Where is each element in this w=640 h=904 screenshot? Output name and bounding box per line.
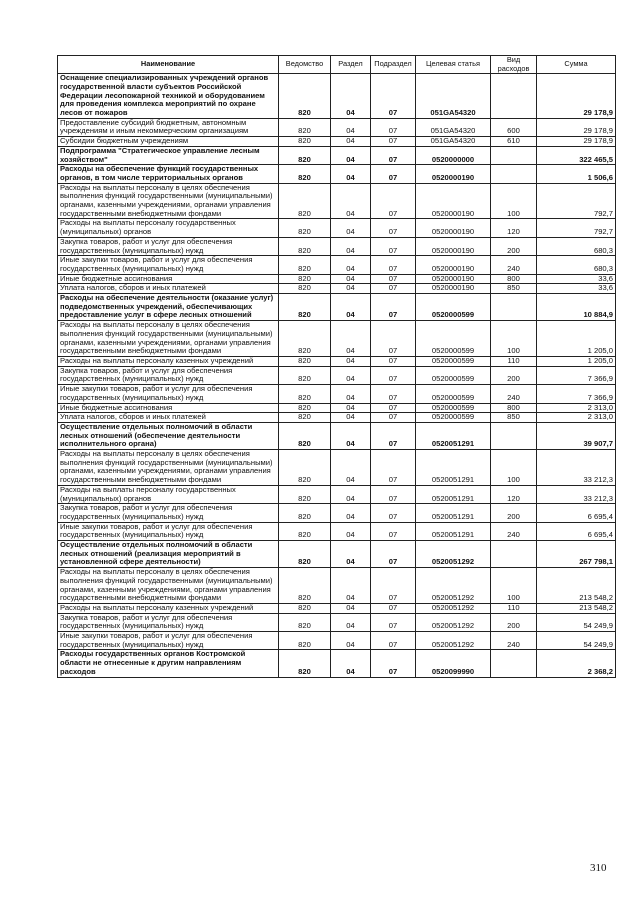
cell-dept: 820 [279,541,331,568]
cell-section: 04 [331,146,371,164]
header-section: Раздел [331,56,371,74]
cell-subsection: 07 [371,450,416,486]
cell-dept: 820 [279,256,331,274]
cell-section: 04 [331,74,371,119]
table-row [58,650,616,677]
cell-dept: 820 [279,74,331,119]
cell-subsection: 07 [371,650,416,677]
cell-target: 0520051292 [416,613,491,631]
cell-dept: 820 [279,219,331,237]
cell-target: 0520051291 [416,450,491,486]
budget-table [57,55,616,678]
table-row [58,385,616,403]
cell-section: 04 [331,137,371,147]
cell-target: 0520000599 [416,413,491,423]
cell-target: 0520000599 [416,294,491,321]
cell-name: Расходы на выплаты персоналу в целях обеспечения выполнения функций государственными (муниципальными) органами, казенными учреждениями, органами управления государственными внебюджетными фондами [58,321,279,357]
cell-subsection: 07 [371,366,416,384]
cell-name: Закупка товаров, работ и услуг для обеспечения государственных (муниципальных) нужд [58,504,279,522]
cell-section: 04 [331,366,371,384]
cell-name: Предоставление субсидий бюджетным, автономным учреждениям и иным некоммерческим организациям [58,118,279,136]
cell-target: 0520000599 [416,321,491,357]
cell-exptype: 100 [491,568,537,604]
cell-sum: 33 212,3 [537,450,616,486]
cell-exptype: 200 [491,504,537,522]
cell-subsection: 07 [371,183,416,219]
cell-name: Расходы на обеспечение деятельности (оказание услуг) подведомственных учреждений, обеспечивающих предоставление услуг в сфере лесных отношений [58,294,279,321]
cell-name: Расходы на выплаты персоналу в целях обеспечения выполнения функций государственными (муниципальными) органами, казенными учреждениями, органами управления государственными внебюджетными фондами [58,183,279,219]
cell-dept: 820 [279,146,331,164]
cell-target: 0520051292 [416,568,491,604]
cell-exptype: 800 [491,274,537,284]
cell-dept: 820 [279,504,331,522]
cell-subsection: 07 [371,284,416,294]
cell-target: 051GA54320 [416,137,491,147]
cell-section: 04 [331,568,371,604]
cell-section: 04 [331,321,371,357]
cell-exptype: 800 [491,403,537,413]
cell-subsection: 07 [371,146,416,164]
cell-exptype: 120 [491,485,537,503]
cell-dept: 820 [279,274,331,284]
table-row [58,219,616,237]
cell-exptype: 600 [491,118,537,136]
cell-sum: 1 205,0 [537,321,616,357]
table-row [58,603,616,613]
cell-name: Расходы на выплаты персоналу казенных учреждений [58,603,279,613]
cell-sum: 1 506,6 [537,165,616,183]
cell-section: 04 [331,403,371,413]
cell-subsection: 07 [371,413,416,423]
cell-dept: 820 [279,422,331,449]
cell-section: 04 [331,613,371,631]
cell-section: 04 [331,504,371,522]
cell-sum: 7 366,9 [537,385,616,403]
cell-section: 04 [331,183,371,219]
cell-target: 0520000190 [416,237,491,255]
cell-dept: 820 [279,522,331,540]
table-body [58,74,616,677]
cell-exptype: 200 [491,366,537,384]
cell-target: 051GA54320 [416,118,491,136]
cell-dept: 820 [279,366,331,384]
cell-dept: 820 [279,613,331,631]
cell-subsection: 07 [371,632,416,650]
cell-section: 04 [331,413,371,423]
cell-exptype: 850 [491,413,537,423]
cell-name: Иные закупки товаров, работ и услуг для обеспечения государственных (муниципальных) нужд [58,632,279,650]
table-row [58,485,616,503]
cell-exptype [491,74,537,119]
cell-section: 04 [331,450,371,486]
cell-sum: 39 907,7 [537,422,616,449]
cell-target: 0520000190 [416,165,491,183]
cell-exptype: 120 [491,219,537,237]
cell-sum: 680,3 [537,237,616,255]
cell-target: 0520051292 [416,603,491,613]
cell-section: 04 [331,294,371,321]
header-dept: Ведомство [279,56,331,74]
cell-target: 0520000599 [416,356,491,366]
cell-target: 0520000190 [416,219,491,237]
cell-target: 0520051292 [416,541,491,568]
cell-section: 04 [331,284,371,294]
cell-name: Иные бюджетные ассигнования [58,403,279,413]
cell-exptype: 240 [491,256,537,274]
table-row [58,522,616,540]
cell-subsection: 07 [371,403,416,413]
cell-section: 04 [331,632,371,650]
header-subsection: Подраздел [371,56,416,74]
cell-dept: 820 [279,413,331,423]
cell-dept: 820 [279,356,331,366]
cell-sum: 29 178,9 [537,118,616,136]
page-number: 310 [590,862,607,874]
table-header-row [58,56,616,74]
cell-target: 0520000190 [416,284,491,294]
cell-sum: 1 205,0 [537,356,616,366]
cell-section: 04 [331,256,371,274]
cell-sum: 33,6 [537,274,616,284]
cell-section: 04 [331,603,371,613]
cell-sum: 54 249,9 [537,632,616,650]
header-target: Целевая статья [416,56,491,74]
cell-name: Расходы государственных органов Костромской области не отнесенные к другим направлениям расходов [58,650,279,677]
cell-dept: 820 [279,403,331,413]
cell-section: 04 [331,118,371,136]
cell-exptype: 850 [491,284,537,294]
cell-dept: 820 [279,284,331,294]
cell-subsection: 07 [371,256,416,274]
cell-section: 04 [331,356,371,366]
cell-exptype [491,650,537,677]
cell-name: Расходы на выплаты персоналу казенных учреждений [58,356,279,366]
cell-sum: 33 212,3 [537,485,616,503]
cell-name: Иные бюджетные ассигнования [58,274,279,284]
cell-exptype: 240 [491,385,537,403]
table-row [58,294,616,321]
cell-exptype: 200 [491,237,537,255]
cell-name: Расходы на выплаты персоналу государственных (муниципальных) органов [58,485,279,503]
header-exptype: Вид расходов [491,56,537,74]
cell-dept: 820 [279,118,331,136]
table-row [58,356,616,366]
cell-name: Осуществление отдельных полномочий в области лесных отношений (реализация мероприятий в установленной сфере деятельности) [58,541,279,568]
cell-subsection: 07 [371,603,416,613]
cell-name: Иные закупки товаров, работ и услуг для обеспечения государственных (муниципальных) нужд [58,256,279,274]
cell-target: 0520000599 [416,385,491,403]
cell-subsection: 07 [371,385,416,403]
table-row [58,183,616,219]
cell-sum: 33,6 [537,284,616,294]
cell-exptype: 100 [491,321,537,357]
cell-dept: 820 [279,237,331,255]
cell-exptype [491,541,537,568]
cell-sum: 10 884,9 [537,294,616,321]
cell-target: 0520000599 [416,366,491,384]
cell-name: Расходы на выплаты персоналу в целях обеспечения выполнения функций государственными (муниципальными) органами, казенными учреждениями, органами управления государственными внебюджетными фондами [58,568,279,604]
cell-sum: 322 465,5 [537,146,616,164]
cell-sum: 213 548,2 [537,603,616,613]
cell-target: 0520051291 [416,422,491,449]
table-row [58,321,616,357]
cell-subsection: 07 [371,219,416,237]
cell-target: 0520000190 [416,256,491,274]
cell-target: 0520051291 [416,485,491,503]
cell-name: Подпрограмма "Стратегическое управление лесным хозяйством" [58,146,279,164]
cell-exptype: 610 [491,137,537,147]
cell-sum: 29 178,9 [537,74,616,119]
table-row [58,541,616,568]
table-row [58,504,616,522]
cell-sum: 7 366,9 [537,366,616,384]
cell-target: 0520051291 [416,504,491,522]
table-row [58,74,616,119]
cell-sum: 213 548,2 [537,568,616,604]
cell-name: Уплата налогов, сборов и иных платежей [58,413,279,423]
table-row [58,450,616,486]
cell-section: 04 [331,385,371,403]
cell-name: Иные закупки товаров, работ и услуг для обеспечения государственных (муниципальных) нужд [58,385,279,403]
cell-dept: 820 [279,603,331,613]
cell-sum: 2 368,2 [537,650,616,677]
cell-subsection: 07 [371,165,416,183]
table-row [58,237,616,255]
cell-section: 04 [331,485,371,503]
cell-section: 04 [331,522,371,540]
cell-name: Иные закупки товаров, работ и услуг для обеспечения государственных (муниципальных) нужд [58,522,279,540]
cell-name: Закупка товаров, работ и услуг для обеспечения государственных (муниципальных) нужд [58,366,279,384]
cell-target: 0520099990 [416,650,491,677]
cell-dept: 820 [279,385,331,403]
cell-sum: 54 249,9 [537,613,616,631]
cell-exptype: 100 [491,450,537,486]
cell-subsection: 07 [371,485,416,503]
cell-subsection: 07 [371,422,416,449]
cell-exptype: 100 [491,183,537,219]
table-row [58,165,616,183]
table-row [58,422,616,449]
cell-name: Расходы на выплаты персоналу в целях обеспечения выполнения функций государственными (муниципальными) органами, казенными учреждениями, органами управления государственными внебюджетными фондами [58,450,279,486]
cell-exptype [491,294,537,321]
cell-subsection: 07 [371,274,416,284]
cell-name: Закупка товаров, работ и услуг для обеспечения государственных (муниципальных) нужд [58,613,279,631]
cell-dept: 820 [279,450,331,486]
cell-exptype: 240 [491,522,537,540]
cell-section: 04 [331,422,371,449]
cell-subsection: 07 [371,137,416,147]
cell-target: 0520051291 [416,522,491,540]
table-row [58,568,616,604]
cell-section: 04 [331,541,371,568]
cell-subsection: 07 [371,356,416,366]
table-row [58,366,616,384]
table-row [58,118,616,136]
cell-target: 0520000000 [416,146,491,164]
cell-sum: 267 798,1 [537,541,616,568]
cell-name: Расходы на выплаты персоналу государственных (муниципальных) органов [58,219,279,237]
cell-exptype [491,422,537,449]
cell-target: 0520000190 [416,183,491,219]
cell-sum: 6 695,4 [537,504,616,522]
cell-subsection: 07 [371,541,416,568]
cell-sum: 2 313,0 [537,413,616,423]
cell-dept: 820 [279,294,331,321]
cell-subsection: 07 [371,74,416,119]
cell-dept: 820 [279,321,331,357]
cell-name: Уплата налогов, сборов и иных платежей [58,284,279,294]
cell-dept: 820 [279,568,331,604]
table-row [58,413,616,423]
cell-exptype: 110 [491,603,537,613]
cell-section: 04 [331,219,371,237]
cell-sum: 680,3 [537,256,616,274]
cell-dept: 820 [279,165,331,183]
table-row [58,632,616,650]
cell-subsection: 07 [371,237,416,255]
cell-exptype [491,146,537,164]
cell-name: Оснащение специализированных учреждений органов государственной власти субъектов Российской Федерации лесопожарной техникой и оборудованием для проведения комплекса мероприятий по охране лесов от пожаров [58,74,279,119]
table-row [58,256,616,274]
cell-exptype [491,165,537,183]
cell-subsection: 07 [371,294,416,321]
table-row [58,613,616,631]
cell-name: Осуществление отдельных полномочий в области лесных отношений (обеспечение деятельности исполнительного органа) [58,422,279,449]
cell-sum: 6 695,4 [537,522,616,540]
cell-subsection: 07 [371,321,416,357]
cell-dept: 820 [279,632,331,650]
cell-dept: 820 [279,137,331,147]
cell-subsection: 07 [371,504,416,522]
table-row [58,137,616,147]
cell-target: 0520000599 [416,403,491,413]
cell-subsection: 07 [371,613,416,631]
cell-dept: 820 [279,650,331,677]
cell-target: 0520000190 [416,274,491,284]
cell-dept: 820 [279,485,331,503]
table-row [58,146,616,164]
cell-section: 04 [331,274,371,284]
cell-exptype: 240 [491,632,537,650]
cell-target: 051GA54320 [416,74,491,119]
cell-target: 0520051292 [416,632,491,650]
cell-sum: 792,7 [537,219,616,237]
cell-dept: 820 [279,183,331,219]
cell-subsection: 07 [371,568,416,604]
header-name: Наименование [58,56,279,74]
cell-name: Закупка товаров, работ и услуг для обеспечения государственных (муниципальных) нужд [58,237,279,255]
cell-sum: 29 178,9 [537,137,616,147]
cell-section: 04 [331,650,371,677]
cell-sum: 792,7 [537,183,616,219]
cell-name: Расходы на обеспечение функций государственных органов, в том числе территориальных органов [58,165,279,183]
cell-subsection: 07 [371,522,416,540]
cell-sum: 2 313,0 [537,403,616,413]
cell-exptype: 110 [491,356,537,366]
cell-exptype: 200 [491,613,537,631]
header-sum: Сумма [537,56,616,74]
cell-subsection: 07 [371,118,416,136]
cell-section: 04 [331,165,371,183]
cell-section: 04 [331,237,371,255]
cell-name: Субсидии бюджетным учреждениям [58,137,279,147]
